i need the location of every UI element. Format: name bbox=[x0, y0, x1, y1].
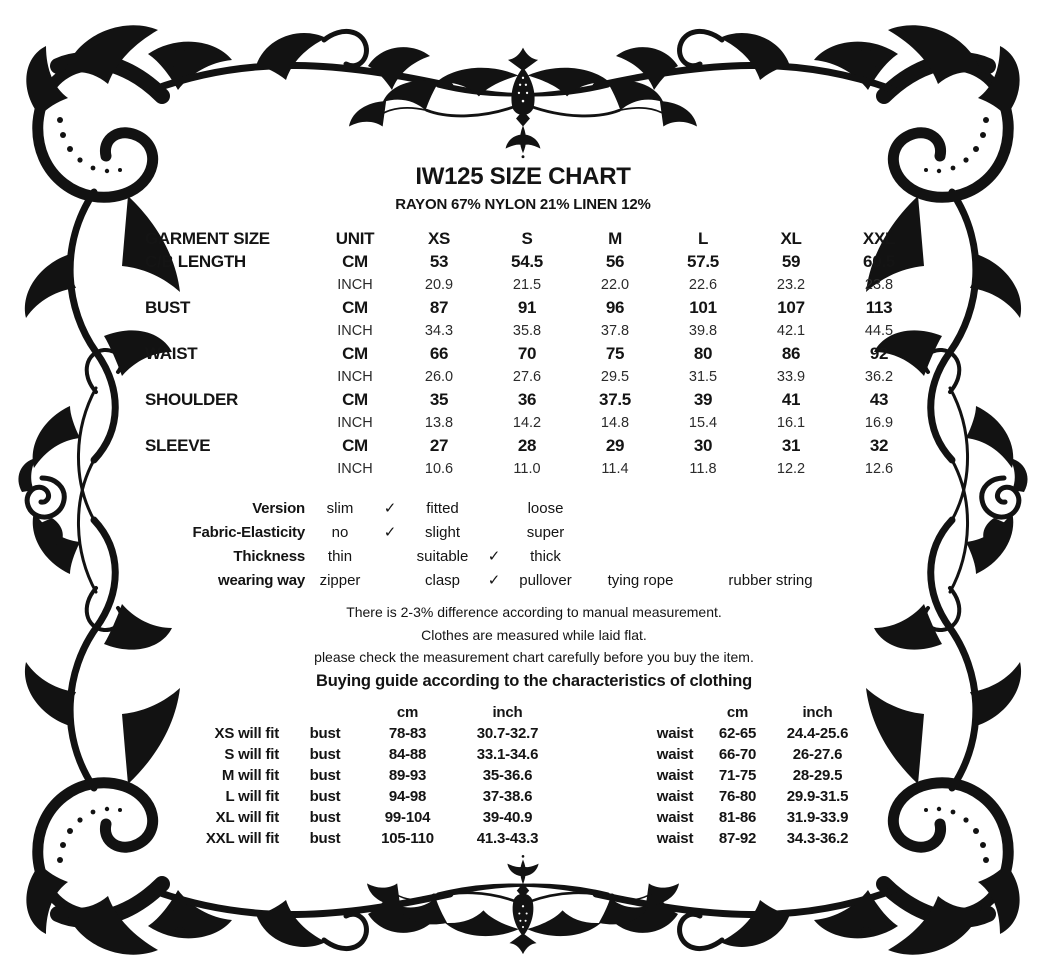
value-cell: 22.6 bbox=[688, 276, 718, 293]
waist-inch-range: 34.3-36.2 bbox=[786, 830, 849, 847]
measurement-label: BUST bbox=[145, 297, 191, 317]
attribute-option: zipper bbox=[319, 571, 361, 589]
fabric-composition: RAYON 67% NYLON 21% LINEN 12% bbox=[395, 196, 651, 213]
value-cell: 27 bbox=[429, 435, 449, 455]
waist-cm-range: 71-75 bbox=[718, 767, 757, 784]
value-cell: 36.2 bbox=[864, 368, 894, 385]
value-cell: 31 bbox=[781, 435, 801, 455]
value-cell: 11.8 bbox=[689, 460, 717, 477]
bust-cm-range: 105-110 bbox=[381, 830, 434, 847]
bust-cm-range: 84-88 bbox=[388, 746, 427, 763]
value-cell: 14.2 bbox=[512, 414, 542, 431]
value-cell: 10.6 bbox=[424, 460, 454, 477]
attribute-option: slim bbox=[326, 499, 354, 517]
size-fit-label: XL will fit bbox=[215, 809, 279, 826]
measurement-label: SLEEVE bbox=[145, 435, 211, 455]
value-cell: 22.0 bbox=[600, 276, 630, 293]
value-cell: 56 bbox=[605, 251, 625, 271]
value-cell: 27.6 bbox=[512, 368, 542, 385]
bust-label: bust bbox=[309, 767, 341, 784]
unit-cell: CM bbox=[342, 343, 368, 363]
attribute-option: thin bbox=[327, 547, 353, 565]
value-cell: 29.5 bbox=[600, 368, 630, 385]
attribute-option: rubber string bbox=[728, 571, 813, 589]
buying-guide-heading: Buying guide according to the characteristics of clothing bbox=[316, 671, 752, 690]
value-cell: 43 bbox=[869, 389, 889, 409]
attribute-option: loose bbox=[527, 499, 564, 517]
check-mark: ✓ bbox=[487, 572, 501, 589]
attribute-option: thick bbox=[530, 547, 561, 565]
bust-label: bust bbox=[309, 830, 341, 847]
waist-cm-range: 66-70 bbox=[718, 746, 757, 763]
waist-cm-range: 76-80 bbox=[718, 788, 757, 805]
attribute-label: Fabric-Elasticity bbox=[192, 523, 305, 541]
attribute-label: Version bbox=[252, 499, 305, 517]
value-cell: 41 bbox=[781, 389, 801, 409]
waist-inch-range: 26-27.6 bbox=[792, 746, 843, 763]
note-line: There is 2-3% difference according to manual measurement. bbox=[346, 604, 722, 620]
value-cell: 53 bbox=[429, 251, 449, 271]
bust-label: bust bbox=[309, 725, 341, 742]
waist-label: waist bbox=[656, 788, 694, 805]
unit-cell: INCH bbox=[337, 322, 373, 339]
size-fit-label: L will fit bbox=[225, 788, 279, 805]
bust-label: bust bbox=[309, 809, 341, 826]
note-line: Clothes are measured while laid flat. bbox=[421, 626, 647, 643]
unit-cell: CM bbox=[342, 297, 368, 317]
bust-label: bust bbox=[309, 746, 341, 763]
value-cell: 35 bbox=[429, 389, 449, 409]
bust-inch-range: 37-38.6 bbox=[482, 788, 533, 805]
row-bust-cm bbox=[145, 296, 923, 319]
value-cell: 80 bbox=[693, 343, 713, 363]
value-cell: 86 bbox=[781, 343, 801, 363]
guide-row-xs bbox=[145, 723, 865, 744]
value-cell: 26.0 bbox=[424, 368, 454, 385]
value-cell: 60.5 bbox=[863, 251, 895, 271]
unit-cell: INCH bbox=[337, 460, 373, 477]
value-cell: 15.4 bbox=[688, 414, 718, 431]
value-cell: 92 bbox=[869, 343, 889, 363]
value-cell: 34.3 bbox=[424, 322, 454, 339]
attribute-row-wearing-way bbox=[145, 568, 843, 592]
bust-cm-range: 78-83 bbox=[388, 725, 427, 742]
value-cell: 11.4 bbox=[601, 460, 629, 477]
guide-row-xl bbox=[145, 807, 865, 828]
value-cell: 35.8 bbox=[512, 322, 542, 339]
column-header: L bbox=[697, 228, 709, 248]
attribute-label: Thickness bbox=[233, 547, 305, 565]
value-cell: 37.5 bbox=[599, 389, 631, 409]
value-cell: 87 bbox=[429, 297, 449, 317]
row-sleeve-inch bbox=[145, 457, 923, 480]
value-cell: 11.0 bbox=[513, 460, 541, 477]
page-title: IW125 SIZE CHART bbox=[415, 163, 631, 190]
column-header: S bbox=[521, 228, 533, 248]
bust-inch-range: 39-40.9 bbox=[482, 809, 533, 826]
attribute-row-thickness bbox=[145, 544, 843, 568]
buying-guide-header-row bbox=[145, 702, 865, 723]
unit-cell: INCH bbox=[337, 414, 373, 431]
value-cell: 113 bbox=[865, 297, 893, 317]
check-mark: ✓ bbox=[487, 548, 501, 565]
value-cell: 13.8 bbox=[424, 414, 454, 431]
row-bust-inch bbox=[145, 319, 923, 342]
row-waist-cm bbox=[145, 342, 923, 365]
row-shoulder-inch bbox=[145, 411, 923, 434]
value-cell: 12.2 bbox=[776, 460, 806, 477]
column-header: M bbox=[608, 228, 622, 248]
value-cell: 101 bbox=[689, 297, 717, 317]
attribute-option: suitable bbox=[416, 547, 469, 565]
bust-cm-range: 89-93 bbox=[388, 767, 427, 784]
value-cell: 42.1 bbox=[776, 322, 806, 339]
value-cell: 12.6 bbox=[864, 460, 894, 477]
value-cell: 57.5 bbox=[687, 251, 719, 271]
row-sleeve-cm bbox=[145, 434, 923, 457]
value-cell: 16.9 bbox=[864, 414, 894, 431]
value-cell: 75 bbox=[605, 343, 625, 363]
row-cb-length-cm bbox=[145, 250, 923, 273]
column-header: inch bbox=[802, 704, 833, 721]
waist-inch-range: 29.9-31.5 bbox=[786, 788, 849, 805]
unit-cell: CM bbox=[342, 251, 368, 271]
attribute-row-version bbox=[145, 496, 843, 520]
bust-inch-range: 35-36.6 bbox=[482, 767, 533, 784]
value-cell: 66 bbox=[429, 343, 449, 363]
waist-inch-range: 24.4-25.6 bbox=[786, 725, 849, 742]
size-chart-header-row bbox=[145, 227, 923, 250]
waist-cm-range: 81-86 bbox=[718, 809, 757, 826]
size-fit-label: XS will fit bbox=[214, 725, 279, 742]
value-cell: 39.8 bbox=[688, 322, 718, 339]
value-cell: 39 bbox=[693, 389, 713, 409]
garment-attributes bbox=[145, 496, 843, 592]
waist-label: waist bbox=[656, 830, 694, 847]
waist-cm-range: 87-92 bbox=[718, 830, 757, 847]
measurement-label: WAIST bbox=[145, 343, 198, 363]
attribute-row-fabric-elasticity bbox=[145, 520, 843, 544]
row-shoulder-cm bbox=[145, 388, 923, 411]
unit-cell: INCH bbox=[337, 368, 373, 385]
value-cell: 33.9 bbox=[776, 368, 806, 385]
value-cell: 32 bbox=[869, 435, 889, 455]
column-header: XXL bbox=[862, 228, 896, 248]
bust-inch-range: 33.1-34.6 bbox=[476, 746, 539, 763]
value-cell: 16.1 bbox=[776, 414, 806, 431]
value-cell: 96 bbox=[605, 297, 625, 317]
note-line: please check the measurement chart carefully before you buy the item. bbox=[314, 649, 754, 665]
buying-guide-table bbox=[145, 702, 865, 849]
column-header: GARMENT SIZE bbox=[145, 228, 270, 248]
check-mark: ✓ bbox=[383, 500, 397, 517]
waist-label: waist bbox=[656, 809, 694, 826]
bust-label: bust bbox=[309, 788, 341, 805]
column-header: XL bbox=[780, 228, 802, 248]
value-cell: 31.5 bbox=[688, 368, 718, 385]
unit-cell: INCH bbox=[337, 276, 373, 293]
attribute-label: wearing way bbox=[217, 571, 305, 589]
value-cell: 54.5 bbox=[511, 251, 543, 271]
measurement-label: SHOULDER bbox=[145, 389, 238, 409]
value-cell: 28 bbox=[517, 435, 537, 455]
value-cell: 59 bbox=[781, 251, 801, 271]
guide-row-l bbox=[145, 786, 865, 807]
waist-inch-range: 28-29.5 bbox=[792, 767, 843, 784]
value-cell: 37.8 bbox=[600, 322, 630, 339]
attribute-option: slight bbox=[424, 523, 461, 541]
attribute-option: super bbox=[526, 523, 565, 541]
value-cell: 30 bbox=[693, 435, 713, 455]
attribute-option: tying rope bbox=[607, 571, 674, 589]
unit-cell: CM bbox=[342, 389, 368, 409]
value-cell: 70 bbox=[517, 343, 537, 363]
value-cell: 23.2 bbox=[776, 276, 806, 293]
column-header: cm bbox=[726, 704, 749, 721]
check-mark: ✓ bbox=[383, 524, 397, 541]
size-chart-table bbox=[145, 227, 923, 480]
value-cell: 29 bbox=[605, 435, 625, 455]
waist-inch-range: 31.9-33.9 bbox=[786, 809, 849, 826]
column-header: inch bbox=[492, 704, 523, 721]
row-cb-length-inch bbox=[145, 273, 923, 296]
row-waist-inch bbox=[145, 365, 923, 388]
value-cell: 23.8 bbox=[864, 276, 894, 293]
attribute-option: clasp bbox=[424, 571, 461, 589]
value-cell: 44.5 bbox=[864, 322, 894, 339]
column-header: XS bbox=[427, 228, 451, 248]
attribute-option: pullover bbox=[519, 571, 572, 589]
bust-cm-range: 99-104 bbox=[384, 809, 431, 826]
guide-row-m bbox=[145, 765, 865, 786]
attribute-option: no bbox=[331, 523, 349, 541]
measurement-notes bbox=[145, 601, 923, 693]
value-cell: 91 bbox=[517, 297, 537, 317]
waist-label: waist bbox=[656, 746, 694, 763]
value-cell: 21.5 bbox=[512, 276, 542, 293]
bust-inch-range: 41.3-43.3 bbox=[476, 830, 539, 847]
measurement-label: C/B LENGTH bbox=[145, 251, 246, 271]
size-fit-label: M will fit bbox=[221, 767, 279, 784]
value-cell: 20.9 bbox=[424, 276, 454, 293]
size-fit-label: S will fit bbox=[224, 746, 279, 763]
waist-label: waist bbox=[656, 767, 694, 784]
guide-row-s bbox=[145, 744, 865, 765]
waist-label: waist bbox=[656, 725, 694, 742]
bust-inch-range: 30.7-32.7 bbox=[476, 725, 539, 742]
bust-cm-range: 94-98 bbox=[388, 788, 427, 805]
column-header: cm bbox=[396, 704, 419, 721]
attribute-option: fitted bbox=[426, 499, 459, 517]
value-cell: 14.8 bbox=[600, 414, 630, 431]
unit-cell: CM bbox=[342, 435, 368, 455]
waist-cm-range: 62-65 bbox=[718, 725, 757, 742]
value-cell: 107 bbox=[777, 297, 805, 317]
column-header: UNIT bbox=[335, 228, 375, 248]
value-cell: 36 bbox=[517, 389, 537, 409]
guide-row-xxl bbox=[145, 828, 865, 849]
size-fit-label: XXL will fit bbox=[205, 830, 279, 847]
